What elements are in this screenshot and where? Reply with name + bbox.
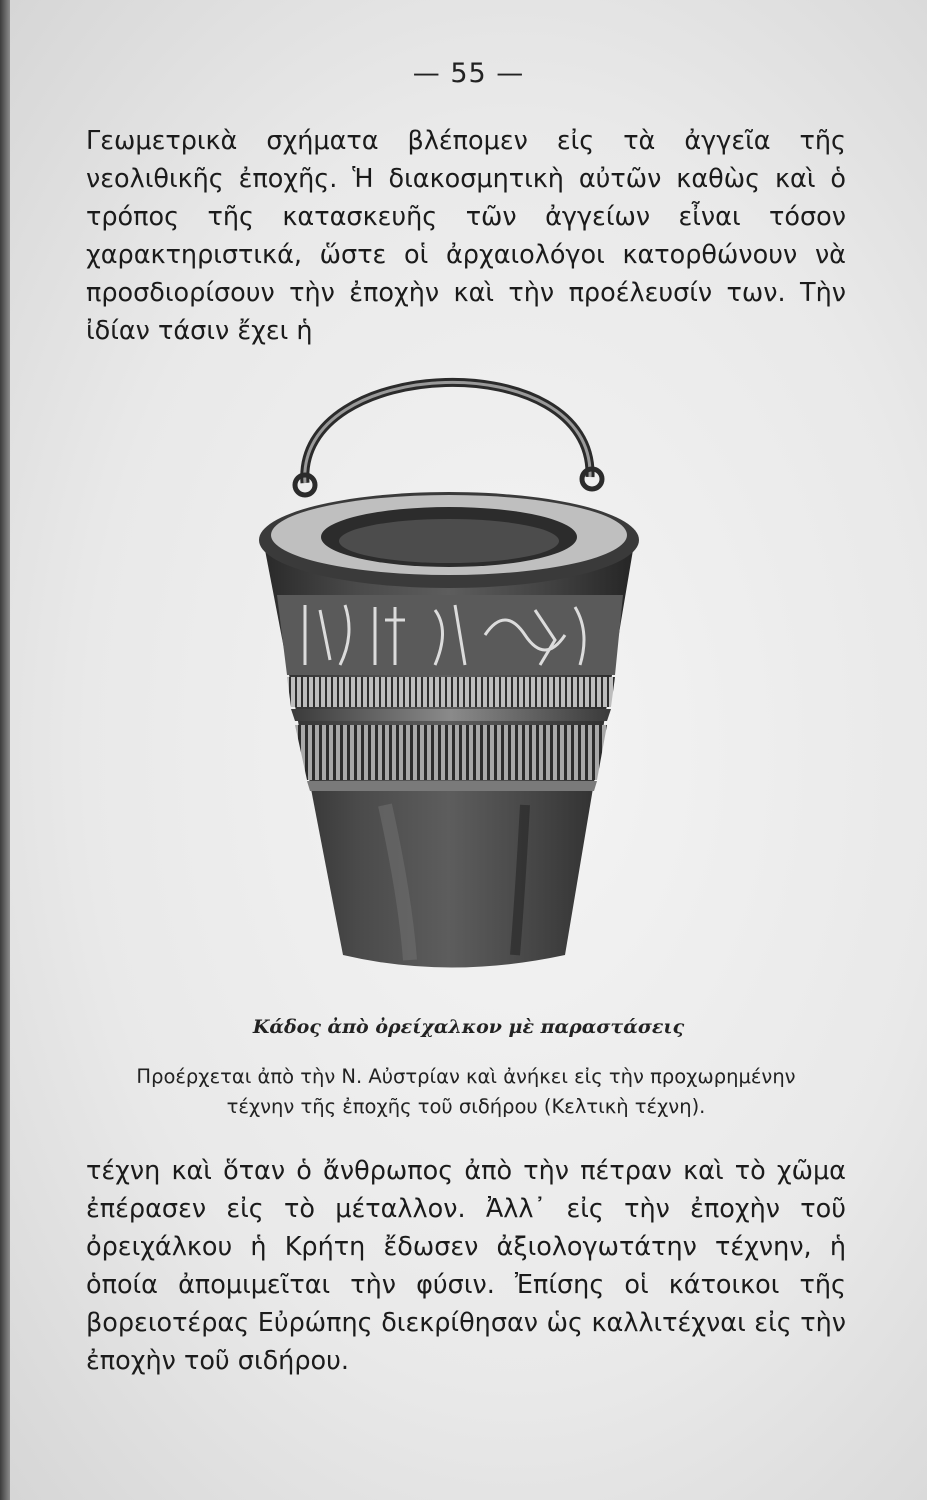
figure-caption-title: Κάδος ἀπὸ ὀρείχαλκον μὲ παραστάσεις <box>252 1016 685 1038</box>
page-number: — 55 — <box>412 58 525 89</box>
paragraph-bottom: τέχνη καὶ ὅταν ὁ ἄνθρωπος ἀπὸ τὴν πέτραν καὶ τὸ χῶμα ἐπέρασεν εἰς τὸ μέταλλον. Ἀλλ᾽ εἰς τὴν ἐποχὴν τοῦ ὀρειχάλκου ἡ Κρήτη ἔδωσεν ἀξιολογωτάτην τέχνην, ἡ ὁποία ἀπομιμεῖται τὴν φύσιν. Ἐπίσης οἱ κάτοικοι τῆς βορειοτέρας Εὐρώπης διεκρίθησαν ὡς καλλιτέχναι εἰς τὴν ἐποχὴν τοῦ σιδήρου. <box>86 1156 846 1376</box>
bucket-illustration <box>235 335 665 985</box>
figure-caption-body: Προέρχεται ἀπὸ τὴν Ν. Αὐστρίαν καὶ ἀνήκει εἰς τὴν προχωρημένην τέχνην τῆς ἐποχῆς τοῦ σιδήρου (Κελτικὴ τέχνη). <box>136 1065 796 1118</box>
paragraph-top: Γεωμετρικὰ σχήματα βλέπομεν εἰς τὰ ἀγγεῖα τῆς νεολιθικῆς ἐποχῆς. Ἡ διακοσμητικὴ αὐτῶν καθὼς καὶ ὁ τρόπος τῆς κατασκευῆς τῶν ἀγγείων εἶναι τόσον χαρακτηριστικά, ὥστε οἱ ἀρχαιολόγοι κατορθώνουν νὰ προσδιορίσουν τὴν ἐποχὴν καὶ τὴν προέλευσίν των. Τὴν ἰδίαν τάσιν ἔχει ἡ <box>86 126 846 346</box>
scan-edge <box>0 0 10 1500</box>
book-page <box>10 0 927 1500</box>
